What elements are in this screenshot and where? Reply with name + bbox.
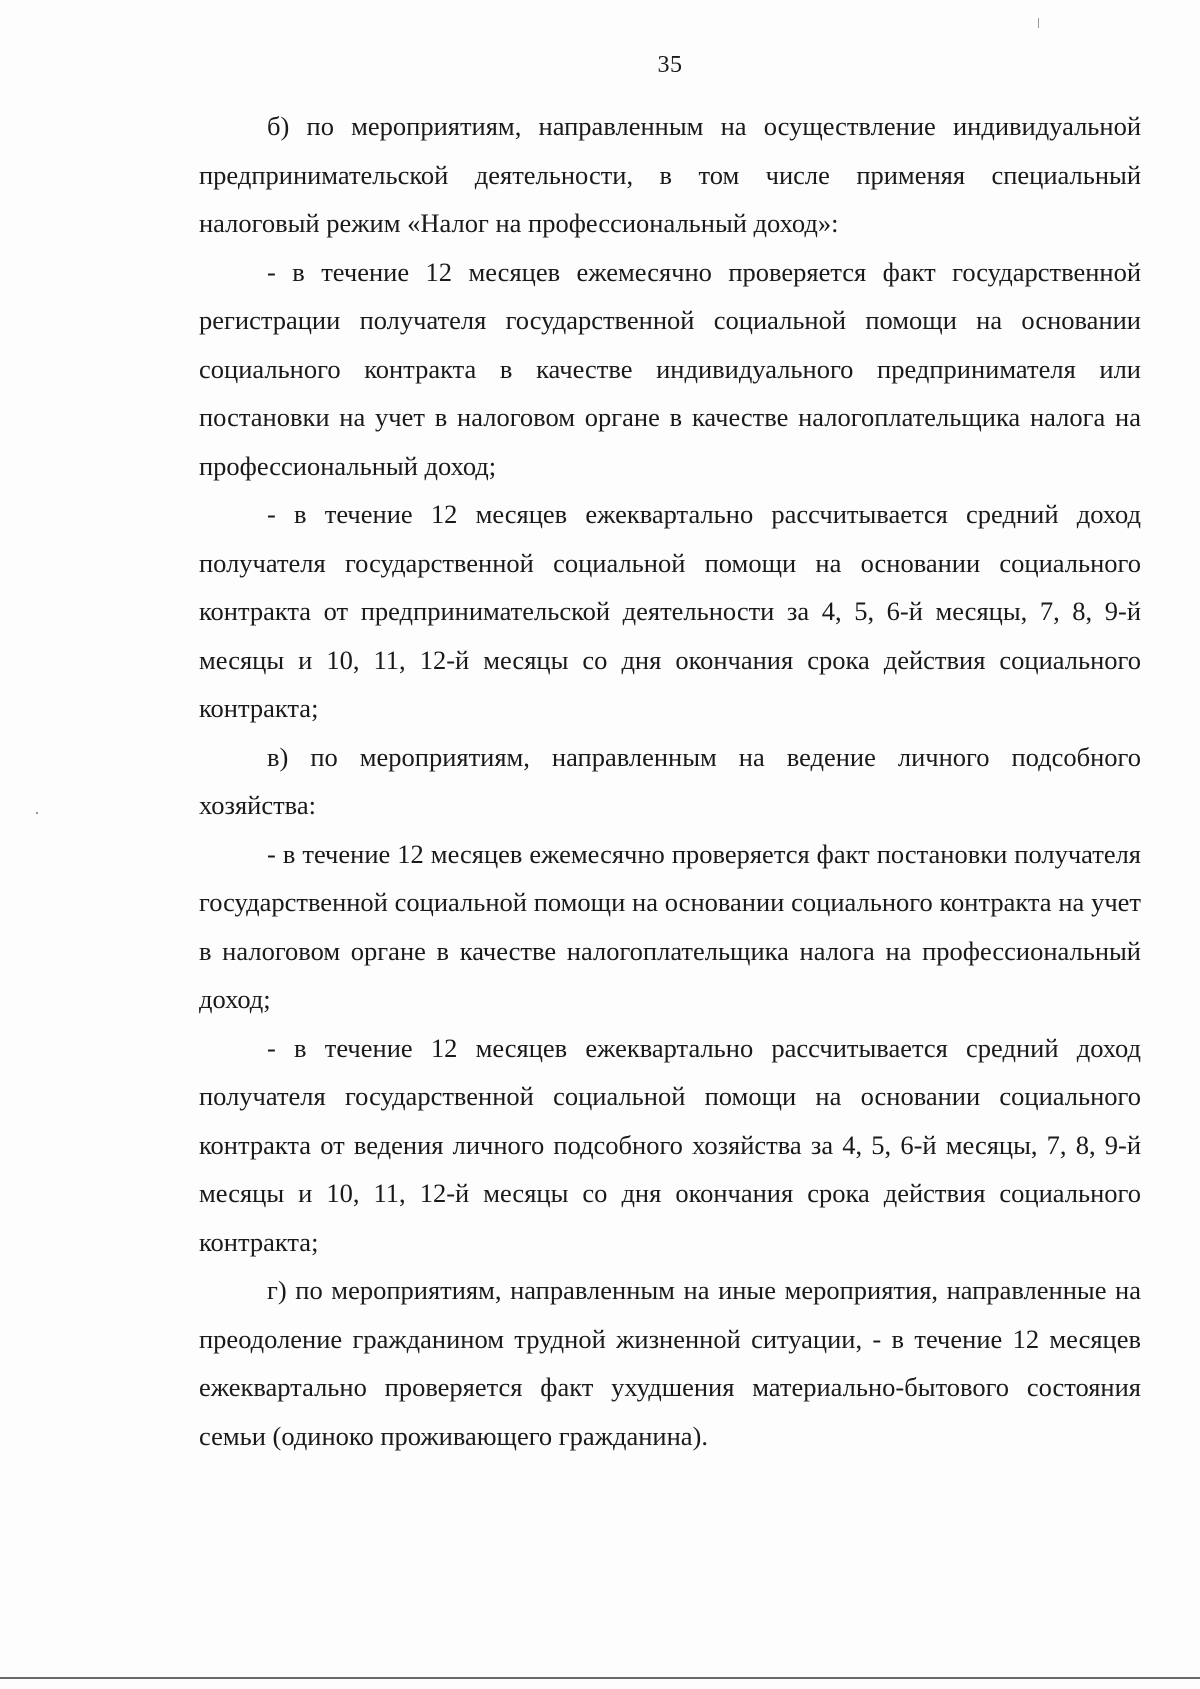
scan-mark-left [36, 812, 38, 814]
paragraph-v-intro: в) по мероприятиям, направленным на ведение личного подсобного хозяйства: [199, 741, 1141, 820]
paragraph-g-other-measures: г) по мероприятиям, направленным на иные мероприятия, направленные на преодоление гражданином трудной жизненной ситуации, - в течение 12 месяцев ежеквартально проверяется факт ухудшения материально-бытового состояния семьи (одиноко проживающего гражданина). [199, 1275, 1141, 1451]
paragraph-v-registration-check: - в течение 12 месяцев ежемесячно проверяется факт постановки получателя государственной социальной помощи на основании социального контракта на учет в налоговом органе в качестве налогоплательщика налога на профессиональный доход; [199, 838, 1141, 1014]
paragraph-b-intro: б) по мероприятиям, направленным на осуществление индивидуальной предпринимательской деятельности, в том числе применяя специальный налоговый режим «Налог на профессиональный доход»: [199, 111, 1141, 238]
document-body [199, 102, 1141, 1460]
page-number: 35 [657, 52, 683, 78]
paragraph-b-registration-check: - в течение 12 месяцев ежемесячно проверяется факт государственной регистрации получателя государственной социальной помощи на основании социального контракта в качестве индивидуального предпринимателя или постановки на учет в налоговом органе в качестве налогоплательщика налога на профессиональный доход; [199, 256, 1141, 481]
paragraph-v-income-calculation: - в течение 12 месяцев ежеквартально рассчитывается средний доход получателя государственной социальной помощи на основании социального контракта от ведения личного подсобного хозяйства за 4, 5, 6-й месяцы, 7, 8, 9-й месяцы и 10, 11, 12-й месяцы со дня окончания срока действия социального контракта; [199, 1032, 1141, 1257]
scan-mark-top-right [1038, 18, 1039, 28]
paragraph-b-income-calculation: - в течение 12 месяцев ежеквартально рассчитывается средний доход получателя государственной социальной помощи на основании социального контракта от предпринимательской деятельности за 4, 5, 6-й месяцы, 7, 8, 9-й месяцы и 10, 11, 12-й месяцы со дня окончания срока действия социального контракта; [199, 499, 1141, 723]
page-bottom-edge [0, 1677, 1200, 1679]
